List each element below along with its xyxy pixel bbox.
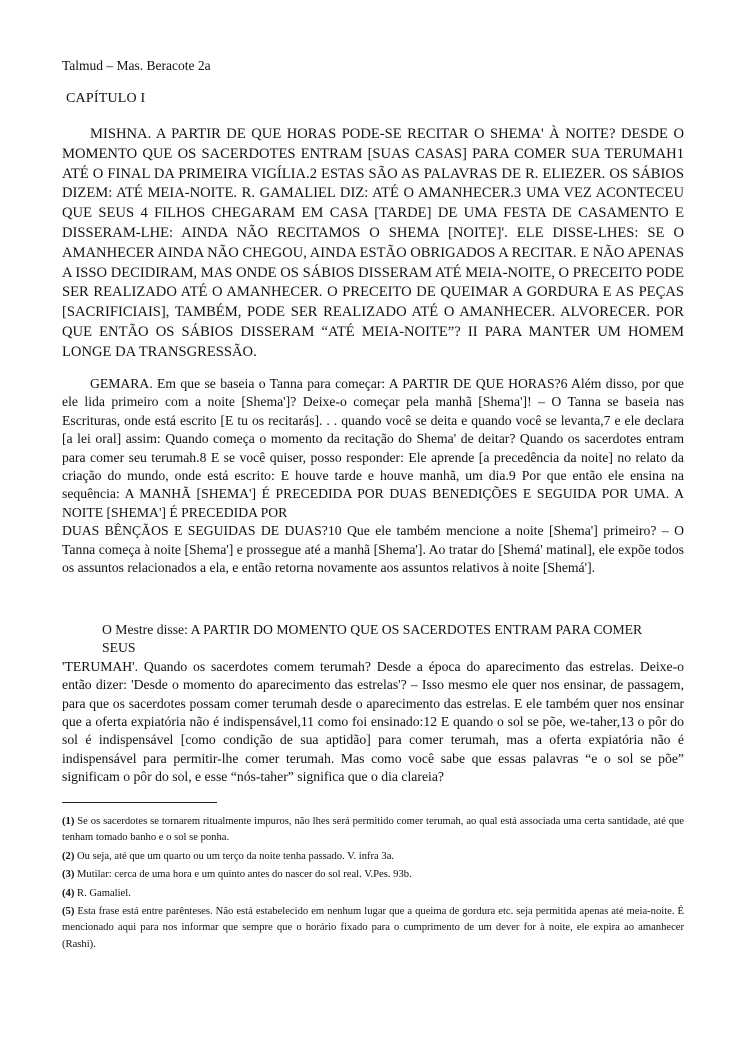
footnote-text: Esta frase está entre parênteses. Não está estabelecido em nenhum lugar que a queima de gordura etc. seja permitida apenas até meia-noite. É mencionado aqui para nos informar que sempre que o horário fixado para o cumprimento de um dever for à noite, ele expira ao amanhecer (Rashi). (62, 906, 684, 950)
footnote-number: (4) (62, 887, 75, 899)
mishna-paragraph: MISHNA. A PARTIR DE QUE HORAS PODE-SE RECITAR O SHEMA' À NOITE? DESDE O MOMENTO QUE OS SACERDOTES ENTRAM [SUAS CASAS] PARA COMER SUA TERUMAH1 ATÉ O FINAL DA PRIMEIRA VIGÍLIA.2 ESTAS SÃO AS PALAVRAS DE R. ELIEZER. OS SÁBIOS DIZEM: ATÉ MEIA-NOITE. R. GAMALIEL DIZ: ATÉ O AMANHECER.3 UMA VEZ ACONTECEU QUE SEUS 4 FILHOS CHEGARAM EM CASA [TARDE] DE UMA FESTA DE CASAMENTO E DISSERAM-LHE: AINDA NÃO RECITAMOS O SHEMA [NOITE]'. ELE DISSE-LHES: SE O AMANHECER AINDA NÃO CHEGOU, AINDA ESTÃO OBRIGADOS A RECITAR. E NÃO APENAS A ISSO DECIDIRAM, MAS ONDE OS SÁBIOS DISSERAM ATÉ MEIA-NOITE, O PRECEITO PODE SER REALIZADO ATÉ O AMANHECER. O PRECEITO DE QUEIMAR A GORDURA E AS PEÇAS [SACRIFICIAIS], TAMBÉM, PODE SER REALIZADO ATÉ O AMANHECER. ALVORECER. POR QUE ENTÃO OS SÁBIOS DISSERAM “ATÉ MEIA-NOITE”? II PARA MANTER UM HOMEM LONGE DA TRANSGRESSÃO. (62, 126, 684, 360)
footnote-text: Ou seja, até que um quarto ou um terço da noite tenha passado. V. infra 3a. (77, 850, 395, 862)
footnote-text: R. Gamaliel. (77, 887, 131, 899)
footnote-text: Se os sacerdotes se tornarem ritualmente impuros, não lhes será permitido comer terumah, ao qual está associada uma certa santidade, até que tenham tomado banho e o sol se ponha. (62, 816, 684, 844)
footnote-number: (3) (62, 869, 75, 881)
footnote (62, 904, 684, 953)
gemara-paragraph-part2: DUAS BÊNÇÃOS E SEGUIDAS DE DUAS?10 Que ele também mencione a noite [Shema'] primeiro? – O Tanna começa à noite [Shema'] e prossegue até a manhã [Shema']. Ao tratar do [Shemá' matinal], ele expõe todos os assuntos relacionados a ela, e então retorna novamente aos assuntos relativos à noite [Shemá']. (62, 523, 684, 576)
mishna-section (62, 125, 684, 363)
footnotes (62, 814, 684, 955)
footnote-number: (1) (62, 816, 75, 827)
footnote-number: (5) (62, 906, 75, 918)
footnote (62, 849, 684, 865)
mestre-section (62, 621, 684, 787)
gemara-section (62, 375, 684, 577)
footnote (62, 886, 684, 902)
running-header: Talmud – Mas. Beracote 2a (62, 58, 211, 73)
footnote (62, 814, 684, 847)
footnote (62, 867, 684, 883)
footnote-text: Mutilar: cerca de uma hora e um quinto antes do nascer do sol real. V.Pes. 93b. (77, 869, 412, 881)
mestre-paragraph: 'TERUMAH'. Quando os sacerdotes comem terumah? Desde a época do aparecimento das estrelas. Deixe-o então dizer: 'Desde o momento do aparecimento das estrelas'? – Isso mesmo ele quer nos ensinar, de passagem, para que os sacerdotes possam comer terumah desde o aparecimento das estrelas. E ele também quer nos ensinar que a oferta expiatória não é indispensável,11 como foi ensinado:12 E quando o sol se põe, we-taher,13 o pôr do sol é indispensável [como condição de sua aptidão] para comer terumah, mas a oferta expiatória não é indispensável para permitir-lhe comer terumah. Mas como você sabe que essas palavras “e o sol se põe” significam o pôr do sol, e esse “nós-taher” significa que o dia clareia? (62, 658, 684, 785)
footnote-number: (2) (62, 850, 75, 862)
chapter-heading: CAPÍTULO I (66, 91, 146, 106)
mestre-heading: O Mestre disse: A PARTIR DO MOMENTO QUE OS SACERDOTES ENTRAM PARA COMER SEUS (102, 622, 643, 656)
footnote-separator (62, 802, 217, 803)
gemara-paragraph-part1: GEMARA. Em que se baseia o Tanna para começar: A PARTIR DE QUE HORAS?6 Além disso, por que ele lida primeiro com a noite [Shema']? Deixe-o começar pela manhã [Shema']! – O Tanna se baseia nas Escrituras, onde está escrito [E tu os recitarás]. . . quando você se deita e quando você se levanta,7 e ele declara [a lei oral] assim: Quando começa o momento da recitação do Shema' de deitar? Quando os sacerdotes entram para comer seu terumah.8 E se você quiser, posso responder: Ele aprende [a precedência da noite] no relato da criação do mundo, onde está escrito: E houve tarde e houve manhã, um dia.9 Por que então ele ensina na sequência: A MANHÃ [SHEMA'] É PRECEDIDA POR DUAS BENEDIÇÕES E SEGUIDA POR UMA. A NOITE [SHEMA'] É PRECEDIDA POR (62, 376, 684, 520)
